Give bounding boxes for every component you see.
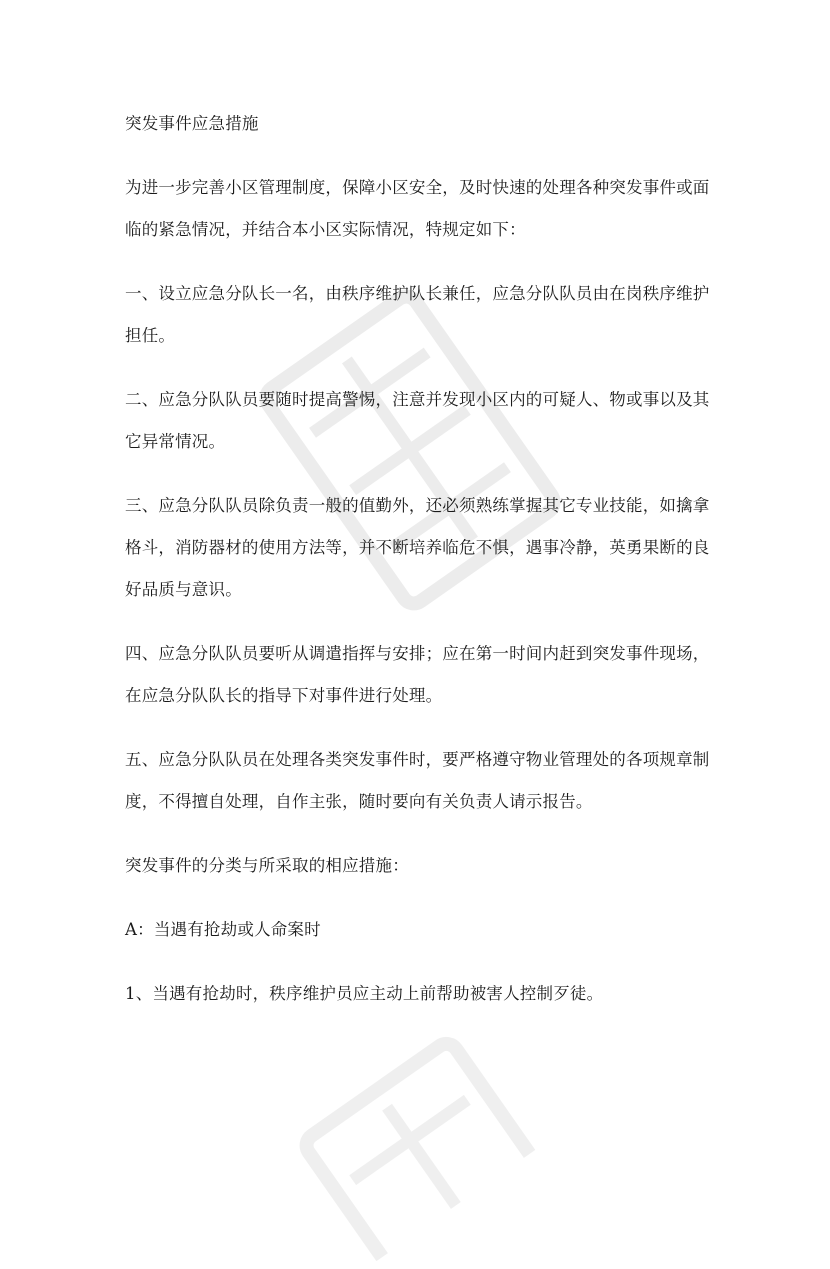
subsection-heading: A：当遇有抢劫或人命案时 — [125, 920, 321, 939]
document-title: 突发事件应急措施 — [125, 114, 259, 133]
paragraph-line: 1、当遇有抢劫时，秩序维护员应主动上前帮助被害人控制歹徒。 — [125, 984, 604, 1003]
paragraph-line: 好品质与意识。 — [125, 580, 242, 599]
section-heading: 突发事件的分类与所采取的相应措施： — [125, 856, 409, 875]
paragraph-line: 度，不得擅自处理，自作主张，随时要向有关负责人请示报告。 — [125, 792, 593, 811]
paragraph-line: 它异常情况。 — [125, 432, 226, 451]
paragraph-line: 五、应急分队队员在处理各类突发事件时，要严格遵守物业管理处的各项规章制 — [125, 750, 710, 769]
paragraph-line: 四、应急分队队员要听从调遣指挥与安排；应在第一时间内赶到突发事件现场， — [125, 644, 710, 663]
paragraph-line: 担任。 — [125, 326, 176, 345]
watermark-fragment-icon — [274, 1011, 546, 1268]
paragraph-line: 格斗，消防器材的使用方法等，并不断培养临危不惧，遇事冷静，英勇果断的良 — [125, 538, 710, 557]
paragraph-line: 临的紧急情况，并结合本小区实际情况，特规定如下： — [125, 220, 526, 239]
paragraph-line: 一、设立应急分队长一名，由秩序维护队长兼任，应急分队队员由在岗秩序维护 — [125, 284, 710, 303]
watermark-logo-icon — [234, 264, 586, 636]
paragraph-line: 二、应急分队队员要随时提高警惕，注意并发现小区内的可疑人、物或事以及其 — [125, 390, 710, 409]
paragraph-line: 在应急分队队长的指导下对事件进行处理。 — [125, 686, 443, 705]
paragraph-line: 为进一步完善小区管理制度，保障小区安全，及时快速的处理各种突发事件或面 — [125, 178, 710, 197]
paragraph-line: 三、应急分队队员除负责一般的值勤外，还必须熟练掌握其它专业技能，如擒拿 — [125, 496, 710, 515]
